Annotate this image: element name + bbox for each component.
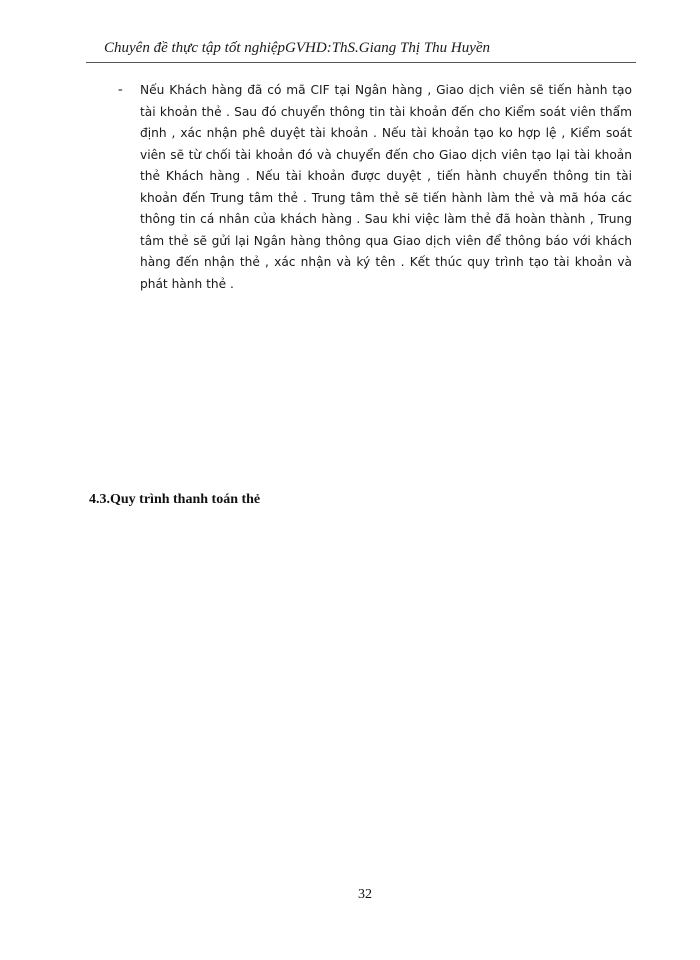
bullet-marker: - <box>118 82 123 97</box>
bullet-paragraph: Nếu Khách hàng đã có mã CIF tại Ngân hàng , Giao dịch viên sẽ tiến hành tạo tài khoản thẻ . Sau đó chuyển thông tin tài khoản đến cho Kiểm soát viên thẩm định , xác nhận phê duyệt tài khoản . Nếu tài khoản tạo ko hợp lệ , Kiểm soát viên sẽ từ chối tài khoản đó và chuyển đến cho Giao dịch viên tạo lại tài khoản thẻ Khách hàng . Nếu tài khoản được duyệt , tiến hành chuyển thông tin tài khoản đến Trung tâm thẻ . Trung tâm thẻ sẽ tiến hành làm thẻ và mã hóa các thông tin cá nhân của khách hàng . Sau khi việc làm thẻ đã hoàn thành , Trung tâm thẻ sẽ gửi lại Ngân hàng thông qua Giao dịch viên để thông báo với khách hàng đến nhận thẻ , xác nhận và ký tên . Kết thúc quy trình tạo tài khoản và phát hành thẻ . <box>140 83 632 291</box>
header-rule <box>86 62 636 63</box>
page-number: 32 <box>358 887 372 902</box>
section-heading: 4.3.Quy trình thanh toán thẻ <box>89 492 261 507</box>
running-header: Chuyên đề thực tập tốt nghiệpGVHD:ThS.Giang Thị Thu Huyền <box>104 40 491 56</box>
